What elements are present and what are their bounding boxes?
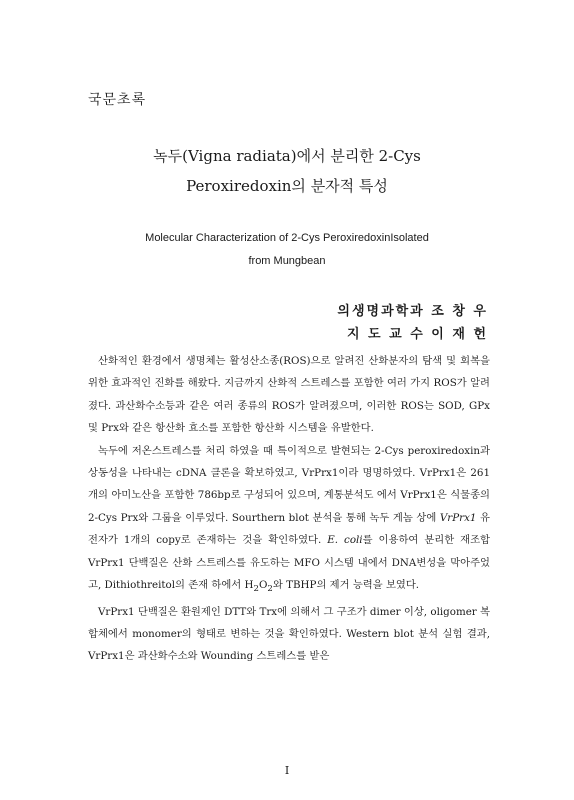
english-title-line-2: from Mungbean — [248, 255, 326, 267]
english-title-line-1: Molecular Characterization of 2-Cys PeroxiredoxinIsolated — [145, 232, 429, 244]
paragraph-2-text-d: 와 TBHP의 제거 능력을 보였다. — [272, 579, 420, 592]
abstract-paragraph-1: 산화적인 환경에서 생명체는 활성산소종(ROS)으로 알려진 산화분자의 탐색 및 회복을 위한 효과적인 진화를 해왔다. 지금까지 산화적 스트레스를 포함한 여러 가지 ROS가 알려졌다. 과산화수소등과 같은 여러 종류의 ROS가 알려졌으며, 이러한 ROS는 SOD, GPx 및 Prx와 같은 항산화 효소를 포함한 항산화 시스템을 유발한다. — [88, 355, 490, 435]
abstract-paragraph-3: VrPrx1 단백질은 환원제인 DTT와 Trx에 의해서 그 구조가 dimer 이상, oligomer 복합체에서 monomer의 형태로 변하는 것을 확인하였다. Western blot 분석 실험 결과, VrPrx1은 과산화수소와 Wounding 스트레스를 받은 — [88, 605, 490, 663]
page-number: I — [284, 764, 290, 777]
paragraph-2-o: O — [258, 579, 268, 592]
gene-name-italic: VrPrx1 — [439, 511, 477, 524]
abstract-body — [88, 350, 490, 668]
korean-title-line-2: Peroxiredoxin의 분자적 특성 — [186, 177, 388, 195]
paragraph-2-text-b: 유전자가 1개의 copy로 존재하는 것을 확인하였다. — [88, 511, 490, 547]
paragraph-2-text-c: 를 이용하여 분리한 재조합 VrPrx1 단백질은 산화 스트레스를 유도하는 MFO 시스템 내에서 DNA변성을 막아주었고, Dithiothreitol의 존재 하에서 H — [88, 534, 491, 592]
abstract-paragraph-2 — [88, 440, 490, 601]
subscript-2b: 2 — [267, 584, 273, 595]
author-department-name: 의생명과학과 조 창 우 — [337, 304, 488, 319]
korean-title-line-1: 녹두(Vigna radiata)에서 분리한 2-Cys — [153, 147, 421, 165]
section-label: 국문초록 — [88, 92, 147, 108]
subscript-2: 2 — [253, 584, 259, 595]
organism-name-italic: E. coli — [327, 534, 363, 547]
advisor-name: 지 도 교 수 이 재 헌 — [346, 327, 488, 342]
paragraph-2-text-a: 녹두에 저온스트레스를 처리 하였을 때 특이적으로 발현되는 2-Cys peroxiredoxin과 상동성을 나타내는 cDNA 클론을 확보하였고, VrPrx1이라 명명하였다. VrPrx1은 261개의 아미노산을 포함한 786bp로 구성되어 있으며, 계통분석도 에서 VrPrx1은 식물종의 2-Cys Prx와 그룹을 이루었다. Sourthern blot 분석을 통해 녹두 게놈 상에 — [88, 444, 490, 524]
